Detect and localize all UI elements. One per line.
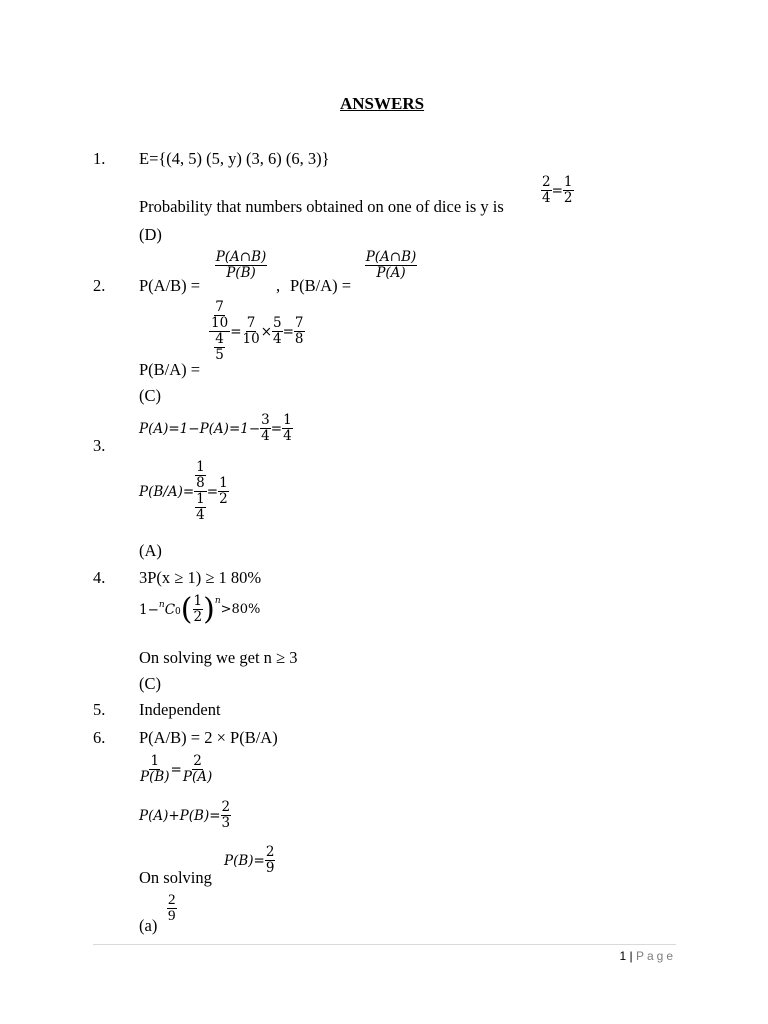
q6-relation: P(A/B) = 2 × P(B/A) [139, 728, 278, 747]
q1-answer: (D) [139, 225, 162, 244]
q4-answer: (C) [139, 674, 161, 693]
q2-pab-label: P(A/B) = [139, 276, 201, 295]
footer-separator: | [629, 949, 633, 963]
page-word: Page [635, 949, 676, 963]
q4-inequality: 3P(x ≥ 1) ≥ 1 80% [139, 568, 262, 587]
q4-number: 4. [93, 568, 106, 587]
q6-number: 6. [93, 728, 106, 747]
footer-divider [93, 944, 676, 945]
q6-equation-3: P(B)= $\frac{2}{9}$ [224, 844, 275, 876]
q1-frac-right: $\frac{1}{2}$ [563, 174, 573, 206]
q1-event-set: E={(4, 5) (5, y) (3, 6) (6, 3)} [139, 149, 330, 168]
q2-pba-label: P(B/A) = [290, 276, 352, 295]
q2-result-label: P(B/A) = [139, 360, 201, 379]
q1-frac-left: $\frac{2}{4}$ [542, 174, 551, 206]
q6-equation-2: P(A)+P(B)= $\frac{2}{3}$ [139, 799, 231, 831]
q6-solving-label: On solving [139, 868, 212, 887]
q3-complement-eq: P(A)=1−P(A)=1− $\frac{3}{4}$ = $\frac{1}{4}$ [139, 412, 292, 444]
q6-answer-fraction: $\frac{2}{9}$ [168, 892, 176, 924]
page-title: ANSWERS [340, 94, 425, 113]
q2-calculation: $\frac{\frac{7}{10}}{\frac{4}{5}}$ = $\frac{7}{10}$ × $\frac{5}{4}$ = $\frac{7}{8}$ [211, 299, 304, 363]
q2-answer: (C) [139, 386, 161, 405]
q4-binomial-expr: 1− $^n$ C 0 ( $\frac{1}{2}$ ) $^n$ >80% [139, 591, 261, 627]
q5-number: 5. [93, 700, 106, 719]
q3-answer: (A) [139, 541, 162, 560]
q5-answer: Independent [139, 700, 221, 719]
page-footer [619, 949, 676, 963]
q3-conditional-eq: P(B/A)= $\frac{\frac{1}{8}}{\frac{1}{4}}$ = $\frac{1}{2}$ [139, 459, 228, 523]
q1-number: 1. [93, 149, 106, 168]
page-number: 1 [619, 949, 627, 963]
q4-solving-text: On solving we get n ≥ 3 [139, 648, 298, 667]
q2-complex-fraction: $\frac{\frac{7}{10}}{\frac{4}{5}}$ [211, 299, 229, 363]
q1-fraction: $\frac{2}{4}$ = $\frac{1}{2}$ [542, 174, 573, 206]
q1-probability-text: Probability that numbers obtained on one of dice is y is [139, 197, 504, 216]
q3-number: 3. [93, 436, 106, 455]
q6-answer-label: (a) [139, 916, 158, 935]
q2-pab-fraction: $\frac{P(A\cap B)}{P(B)}$ [215, 249, 267, 281]
q2-number: 2. [93, 276, 106, 295]
q2-comma: , [276, 276, 281, 295]
q6-equation-1: $\frac{1}{P(B)}$ = $\frac{2}{P(A)}$ [140, 753, 213, 785]
q2-pba-fraction: $\frac{P(A\cap B)}{P(A)}$ [365, 249, 417, 281]
